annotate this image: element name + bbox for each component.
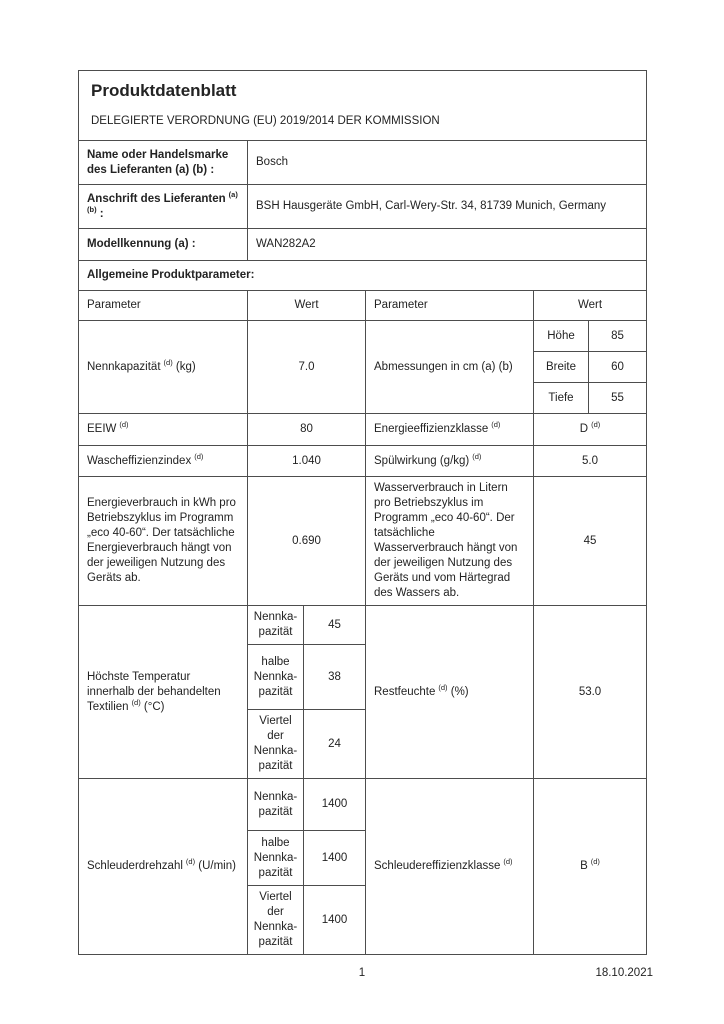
dimension-width-label: Breite xyxy=(534,352,589,383)
title-cell xyxy=(79,71,647,141)
supplier-address-value: BSH Hausgeräte GmbH, Carl-Wery-Str. 34, 81739 Munich, Germany xyxy=(248,185,647,229)
model-label: Modellkennung (a) : xyxy=(79,229,248,261)
spin-speed-rated-value: 1400 xyxy=(304,779,366,831)
dimensions-label: Abmessungen in cm (a) (b) xyxy=(366,321,534,414)
spin-class-label-text: Schleudereffizienzklasse xyxy=(374,860,501,872)
rinse-footnote: (d) xyxy=(472,451,482,461)
max-temp-half-value: 38 xyxy=(304,645,366,710)
wash-index-row xyxy=(79,446,647,477)
page-number: 1 xyxy=(358,967,366,979)
dimension-height-label: Höhe xyxy=(534,321,589,352)
eeiw-value: 80 xyxy=(248,414,366,446)
wash-index-footnote: (d) xyxy=(194,451,204,461)
dimension-width-value: 60 xyxy=(589,352,647,383)
capacity-label-suffix: (kg) xyxy=(172,360,196,373)
rinse-value: 5.0 xyxy=(534,446,647,477)
residual-moisture-label-suffix: (%) xyxy=(447,685,469,698)
spin-speed-rated-label: Nennka-pazität xyxy=(248,779,304,831)
capacity-footnote: (d) xyxy=(163,357,173,367)
energy-class-footnote: (d) xyxy=(491,420,501,430)
energy-class-value-text: D xyxy=(579,423,589,435)
max-temp-quarter-label: Viertel der Nennka-pazität xyxy=(248,710,304,779)
spin-speed-half-label: halbe Nennka-pazität xyxy=(248,831,304,886)
energy-consumption-value: 0.690 xyxy=(248,477,366,606)
energy-class-label xyxy=(366,414,534,446)
capacity-value: 7.0 xyxy=(248,321,366,414)
section-title: Allgemeine Produktparameter: xyxy=(79,261,647,291)
residual-moisture-label xyxy=(366,606,534,779)
wash-index-label-text: Wascheffizienzindex xyxy=(87,454,192,467)
supplier-name-row xyxy=(79,141,647,185)
max-temp-footnote: (d) xyxy=(131,697,141,707)
wash-index-label xyxy=(79,446,248,477)
spin-speed-quarter-label: Viertel der Nennka-pazität xyxy=(248,886,304,955)
spin-speed-footnote: (d) xyxy=(185,857,196,867)
supplier-name-label: Name oder Handelsmarke des Lieferanten (a) (b) : xyxy=(79,141,248,185)
max-temp-label-suffix: (°C) xyxy=(140,700,165,713)
eeiw-footnote: (d) xyxy=(119,420,129,430)
dimension-depth-label: Tiefe xyxy=(534,383,589,414)
spin-speed-label-text: Schleuderdrehzahl xyxy=(87,860,183,872)
water-consumption-label: Wasserverbrauch in Litern pro Betriebszyklus im Programm „eco 40-60“. Der tatsächliche Wasserverbrauch hängt von der jeweiligen Nutzung des Geräts und vom Härtegrad des Wassers ab. xyxy=(366,477,534,606)
spin-class-value xyxy=(534,779,647,955)
energy-consumption-label: Energieverbrauch in kWh pro Betriebszyklus im Programm „eco 40-60“. Der tatsächliche Energieverbrauch hängt von der jeweiligen Nutzung des Geräts ab. xyxy=(79,477,248,606)
max-temp-rated-value: 45 xyxy=(304,606,366,645)
energy-class-value xyxy=(534,414,647,446)
page-title: Produktdatenblatt xyxy=(91,81,237,100)
consumption-row xyxy=(79,477,647,606)
max-temp-rated-label: Nennka-pazität xyxy=(248,606,304,645)
capacity-label xyxy=(79,321,248,414)
rinse-label-text: Spülwirkung (g/kg) xyxy=(374,454,470,467)
footer-date: 18.10.2021 xyxy=(595,967,653,979)
section-header-row xyxy=(79,261,647,291)
supplier-address-label-suffix: : xyxy=(96,207,104,220)
header-value-left: Wert xyxy=(248,291,366,321)
wash-index-value: 1.040 xyxy=(248,446,366,477)
spin-class-footnote: (d) xyxy=(503,857,513,867)
residual-moisture-value: 53.0 xyxy=(534,606,647,779)
residual-moisture-label-text: Restfeuchte xyxy=(374,685,436,698)
spin-speed-label-suffix: (U/min) xyxy=(195,860,236,872)
capacity-label-text: Nennkapazität xyxy=(87,360,161,373)
max-temp-label-text: Höchste Temperatur innerhalb der behandelten Textilien xyxy=(87,670,221,713)
supplier-address-row xyxy=(79,185,647,229)
max-temp-row-1 xyxy=(79,606,647,645)
spin-speed-row-1 xyxy=(79,779,647,831)
spin-class-value-text: B xyxy=(580,860,588,872)
supplier-address-label-text: Anschrift des Lieferanten xyxy=(87,192,226,205)
capacity-dimensions-row-1 xyxy=(79,321,647,352)
supplier-address-label xyxy=(79,185,248,229)
dimension-depth-value: 55 xyxy=(589,383,647,414)
supplier-name-value: Bosch xyxy=(248,141,647,185)
header-value-right: Wert xyxy=(534,291,647,321)
spin-class-label xyxy=(366,779,534,955)
eeiw-label-text: EEIW xyxy=(87,423,117,435)
dimension-height-value: 85 xyxy=(589,321,647,352)
rinse-label xyxy=(366,446,534,477)
max-temp-quarter-value: 24 xyxy=(304,710,366,779)
regulation-subtitle: DELEGIERTE VERORDNUNG (EU) 2019/2014 DER KOMMISSION xyxy=(91,115,440,127)
model-value: WAN282A2 xyxy=(248,229,647,261)
title-row xyxy=(79,71,647,141)
residual-moisture-footnote: (d) xyxy=(438,682,448,692)
product-datasheet-table xyxy=(78,70,647,955)
spin-speed-half-value: 1400 xyxy=(304,831,366,886)
column-header-row xyxy=(79,291,647,321)
eeiw-row xyxy=(79,414,647,446)
header-parameter-right: Parameter xyxy=(366,291,534,321)
energy-class-label-text: Energieeffizienzklasse xyxy=(374,423,489,435)
spin-class-value-footnote: (d) xyxy=(590,857,600,867)
model-row xyxy=(79,229,647,261)
header-parameter-left: Parameter xyxy=(79,291,248,321)
max-temp-label xyxy=(79,606,248,779)
energy-class-value-footnote: (d) xyxy=(591,420,601,430)
water-consumption-value: 45 xyxy=(534,477,647,606)
spin-speed-quarter-value: 1400 xyxy=(304,886,366,955)
eeiw-label xyxy=(79,414,248,446)
max-temp-half-label: halbe Nennka-pazität xyxy=(248,645,304,710)
spin-speed-label xyxy=(79,779,248,955)
supplier-address-footnote: (a) (b) xyxy=(87,189,238,214)
